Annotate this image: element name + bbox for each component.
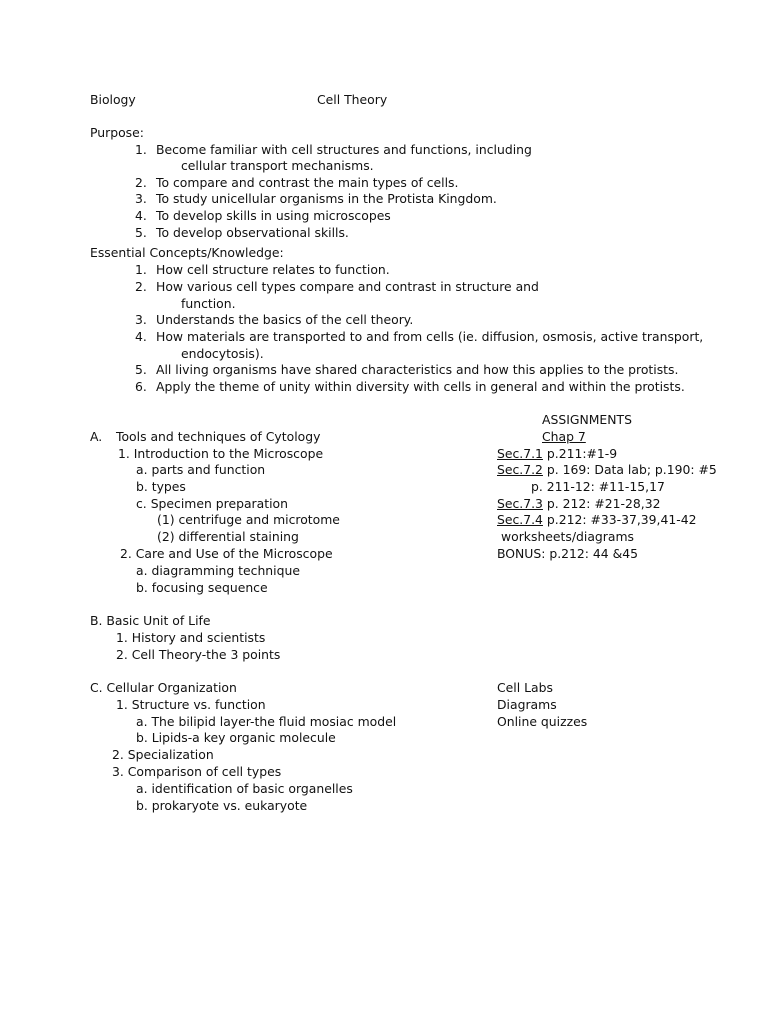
- outline-line: (2) differential staining: [157, 529, 299, 544]
- resource-item: Online quizzes: [497, 714, 588, 729]
- assignment-text: p.212: #33-37,39,41-42: [542, 512, 697, 527]
- section-b-title: B. Basic Unit of Life: [90, 613, 211, 628]
- purpose-item-number: 5.: [135, 225, 147, 240]
- assignment-entry: [497, 546, 638, 562]
- assignment-entry: [497, 446, 617, 462]
- outline-line: a. The bilipid layer-the fluid mosiac model: [136, 714, 397, 729]
- resource-item: Cell Labs: [497, 680, 553, 695]
- section-reference: Sec.7.3: [497, 496, 543, 511]
- assignments-heading: ASSIGNMENTS: [542, 412, 632, 427]
- assignment-entry: [531, 479, 665, 495]
- section-reference: Sec.7.1: [497, 446, 543, 461]
- concept-item-text: Understands the basics of the cell theory.: [156, 312, 414, 327]
- outline-line: 1. History and scientists: [116, 630, 266, 645]
- concept-item-text: How materials are transported to and from cells (ie. diffusion, osmosis, active transport,: [156, 329, 704, 344]
- concept-item-number: 1.: [135, 262, 147, 277]
- section-a-title: Tools and techniques of Cytology: [116, 429, 321, 444]
- outline-line: b. types: [136, 479, 186, 494]
- purpose-item-text: To develop observational skills.: [156, 225, 349, 240]
- purpose-item-number: 2.: [135, 175, 147, 190]
- concept-item-text: Apply the theme of unity within diversity with cells in general and within the protists.: [156, 379, 685, 394]
- section-c-title: C. Cellular Organization: [90, 680, 237, 695]
- concept-item-number: 2.: [135, 279, 147, 294]
- purpose-item-text: To compare and contrast the main types of cells.: [156, 175, 459, 190]
- purpose-item-number: 4.: [135, 208, 147, 223]
- assignment-entry: [497, 512, 697, 528]
- chapter-label: Chap 7: [542, 429, 586, 444]
- assignment-text: p. 211-12: #11-15,17: [531, 479, 665, 494]
- concept-item-text: How cell structure relates to function.: [156, 262, 390, 277]
- assignment-text: p.211:#1-9: [542, 446, 618, 461]
- assignment-entry: [501, 529, 634, 545]
- resource-item: Diagrams: [497, 697, 557, 712]
- assignment-text: p. 169: Data lab; p.190: #5: [542, 462, 717, 477]
- outline-line: 3. Comparison of cell types: [112, 764, 282, 779]
- outline-line: 1. Structure vs. function: [116, 697, 266, 712]
- concept-item-number: 4.: [135, 329, 147, 344]
- outline-line: b. prokaryote vs. eukaryote: [136, 798, 308, 813]
- section-reference: Sec.7.4: [497, 512, 543, 527]
- purpose-item-text: To develop skills in using microscopes: [156, 208, 391, 223]
- concept-item-number: 3.: [135, 312, 147, 327]
- purpose-item-number: 3.: [135, 191, 147, 206]
- concept-item-continuation: function.: [181, 296, 236, 311]
- purpose-item-number: 1.: [135, 142, 147, 157]
- purpose-item-text: Become familiar with cell structures and functions, including: [156, 142, 532, 157]
- assignment-text: p. 212: #21-28,32: [542, 496, 661, 511]
- outline-line: 2. Cell Theory-the 3 points: [116, 647, 281, 662]
- assignment-text: worksheets/diagrams: [501, 529, 635, 544]
- assignment-text: BONUS: p.212: 44 &45: [497, 546, 639, 561]
- purpose-item-continuation: cellular transport mechanisms.: [181, 158, 374, 173]
- section-a-letter: A.: [90, 429, 103, 444]
- concepts-heading: Essential Concepts/Knowledge:: [90, 245, 284, 260]
- purpose-item-text: To study unicellular organisms in the Protista Kingdom.: [156, 191, 497, 206]
- subject-label: Biology: [90, 92, 136, 107]
- outline-line: b. focusing sequence: [136, 580, 268, 595]
- concept-item-text: All living organisms have shared characteristics and how this applies to the protists.: [156, 362, 679, 377]
- assignment-entry: [497, 496, 661, 512]
- outline-line: b. Lipids-a key organic molecule: [136, 730, 336, 745]
- outline-line: 2. Care and Use of the Microscope: [120, 546, 333, 561]
- concept-item-number: 6.: [135, 379, 147, 394]
- section-reference: Sec.7.2: [497, 462, 543, 477]
- outline-line: 2. Specialization: [112, 747, 214, 762]
- outline-line: a. diagramming technique: [136, 563, 300, 578]
- concept-item-continuation: endocytosis).: [181, 346, 264, 361]
- concept-item-text: How various cell types compare and contrast in structure and: [156, 279, 539, 294]
- outline-line: (1) centrifuge and microtome: [157, 512, 340, 527]
- outline-line: a. identification of basic organelles: [136, 781, 353, 796]
- purpose-heading: Purpose:: [90, 125, 144, 140]
- document-title: Cell Theory: [317, 92, 388, 107]
- assignment-entry: [497, 462, 717, 478]
- outline-line: 1. Introduction to the Microscope: [118, 446, 324, 461]
- outline-line: c. Specimen preparation: [136, 496, 288, 511]
- concept-item-number: 5.: [135, 362, 147, 377]
- outline-line: a. parts and function: [136, 462, 266, 477]
